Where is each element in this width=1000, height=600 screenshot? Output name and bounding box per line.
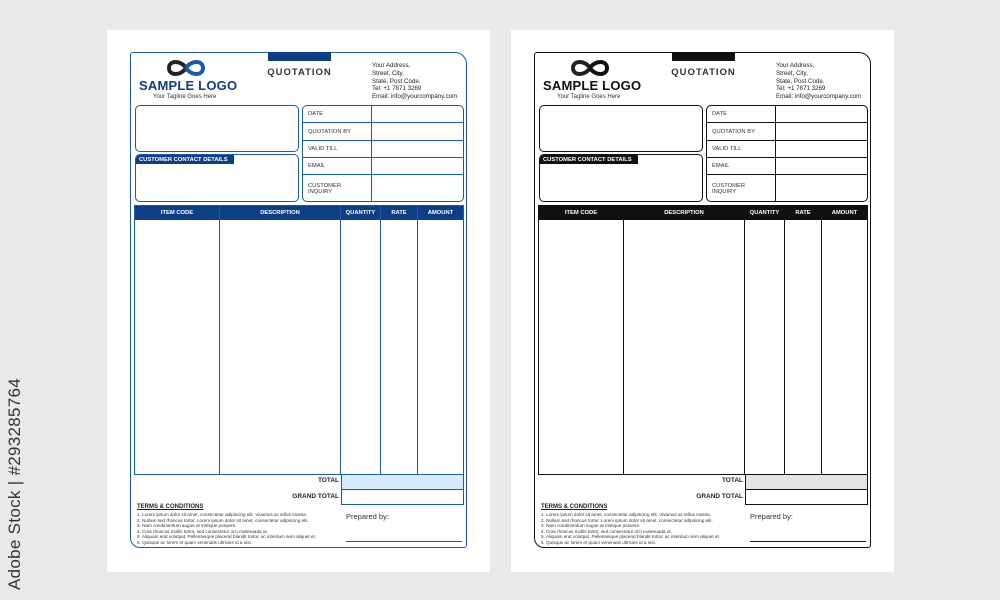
term-item: 3. Nam condimentum augue at tristique posuere. [137,523,237,529]
info-label: QUOTATION BY [707,123,776,140]
info-row-email[interactable] [303,158,463,175]
column-header: QUANTITY [745,206,784,220]
column-header: DESCRIPTION [220,206,340,220]
col-item-code[interactable] [539,206,624,474]
tagline: Your Tagline Goes Here [153,94,217,100]
info-row-valid-till[interactable] [303,141,463,158]
customer-contact-box[interactable] [539,154,703,202]
grand-total-label: GRAND TOTAL [292,493,339,500]
customer-contact-label: CUSTOMER CONTACT DETAILS [540,155,638,164]
total-cell[interactable] [341,474,464,490]
signature-line[interactable] [750,541,866,542]
total-label: TOTAL [317,477,339,484]
quotation-info-table [706,105,868,202]
items-table [538,205,868,475]
client-box[interactable] [539,105,703,152]
customer-contact-label: CUSTOMER CONTACT DETAILS [136,155,234,164]
info-label: DATE [303,106,372,122]
col-amount[interactable] [418,206,463,474]
phone: Tel: +1 7871 3269 [776,85,826,93]
column-header: RATE [381,206,417,220]
info-row-email[interactable] [707,158,867,175]
column-header: ITEM CODE [539,206,623,220]
term-item: 6. Quisque ac lorem et quam venenatis ultricies id a nisi. [541,539,656,545]
info-row-date[interactable] [303,106,463,123]
col-quantity[interactable] [745,206,785,474]
logo-text: SAMPLE LOGO [543,78,642,93]
quotation-frame [130,52,467,548]
term-item: 5. Aliquam erat volutpat. Pellentesque placerat blandit tortor, ac interdum sem aliquet et. [137,534,317,540]
col-quantity[interactable] [341,206,381,474]
col-rate[interactable] [381,206,418,474]
client-box[interactable] [135,105,299,152]
column-header: DESCRIPTION [624,206,744,220]
signature-line[interactable] [346,541,462,542]
term-item: 1. Lorem ipsum dolor sit amet, consectetur adipiscing elit. Vivamus ac tellus massa. [137,512,307,517]
infinity-logo-icon [164,57,208,79]
info-label: VALID TILL [303,141,372,157]
address-line: Your Address, [776,62,815,69]
column-header: AMOUNT [822,206,867,220]
prepared-by-label: Prepared by: [346,512,389,521]
col-description[interactable] [220,206,341,474]
terms-list [541,512,720,546]
quotation-sheet-blue [107,30,490,572]
terms-title: TERMS & CONDITIONS [137,504,204,510]
info-row-customer-inquiry[interactable] [303,175,463,202]
col-description[interactable] [624,206,745,474]
term-item: 6. Quisque ac lorem et quam venenatis ultricies id a nisi. [137,539,252,545]
info-label: VALID TILL [707,141,776,157]
info-row-quotation-by[interactable] [707,123,867,141]
term-item: 4. Cras rhoncus mollis tortor, sed consectetur orci malesuada ut. [137,528,268,534]
col-amount[interactable] [822,206,867,474]
info-label: QUOTATION BY [303,123,372,140]
logo-text: SAMPLE LOGO [139,78,238,93]
info-row-customer-inquiry[interactable] [707,175,867,202]
info-label: EMAIL [303,158,372,174]
stock-watermark: Adobe Stock | #293285764 [5,377,24,590]
info-label: CUSTOMER INQUIRY [707,175,776,202]
address-line: Your Address, [372,62,411,69]
info-label: DATE [707,106,776,122]
email: Email: info@yourcompany.com [776,93,862,101]
term-item: 4. Cras rhoncus mollis tortor, sed consectetur orci malesuada ut. [541,528,672,534]
col-rate[interactable] [785,206,822,474]
info-row-date[interactable] [707,106,867,123]
document-title: QUOTATION [671,67,736,78]
info-row-valid-till[interactable] [707,141,867,158]
address-line: State, Post Code. [776,77,825,85]
terms-title: TERMS & CONDITIONS [541,504,608,510]
info-label: CUSTOMER INQUIRY [303,175,372,202]
company-address [372,62,457,101]
total-label: TOTAL [721,477,743,484]
terms-list [137,512,316,546]
grand-total-cell[interactable] [341,489,464,505]
customer-contact-box[interactable] [135,154,299,202]
infinity-logo-icon [568,57,612,79]
quotation-info-table [302,105,464,202]
info-label: EMAIL [707,158,776,174]
phone: Tel: +1 7871 3269 [372,85,422,93]
grand-total-label: GRAND TOTAL [696,493,743,500]
col-item-code[interactable] [135,206,220,474]
grand-total-cell[interactable] [745,489,868,505]
total-cell[interactable] [745,474,868,490]
address-line: State, Post Code. [372,77,421,85]
term-item: 2. Nullam sed rhoncus tortor. Lorem ipsum dolor sit amet, consectetur adipiscing elit. [137,517,309,523]
title-tab [268,52,331,61]
quotation-frame [534,52,871,548]
term-item: 2. Nullam sed rhoncus tortor. Lorem ipsum dolor sit amet, consectetur adipiscing elit. [541,517,713,523]
items-table [134,205,464,475]
address-line: Street, City, [372,69,404,77]
column-header: RATE [785,206,821,220]
term-item: 3. Nam condimentum augue at tristique posuere. [541,523,641,529]
column-header: ITEM CODE [135,206,219,220]
column-header: QUANTITY [341,206,380,220]
quotation-sheet-black [511,30,894,572]
column-header: AMOUNT [418,206,463,220]
email: Email: info@yourcompany.com [372,93,458,101]
prepared-by-label: Prepared by: [750,512,793,521]
document-title: QUOTATION [267,67,332,78]
info-row-quotation-by[interactable] [303,123,463,141]
company-address [776,62,861,101]
term-item: 5. Aliquam erat volutpat. Pellentesque placerat blandit tortor, ac interdum sem aliquet et. [541,534,721,540]
term-item: 1. Lorem ipsum dolor sit amet, consectetur adipiscing elit. Vivamus ac tellus massa. [541,512,711,517]
title-tab [672,52,735,61]
tagline: Your Tagline Goes Here [557,94,621,100]
address-line: Street, City, [776,69,808,77]
